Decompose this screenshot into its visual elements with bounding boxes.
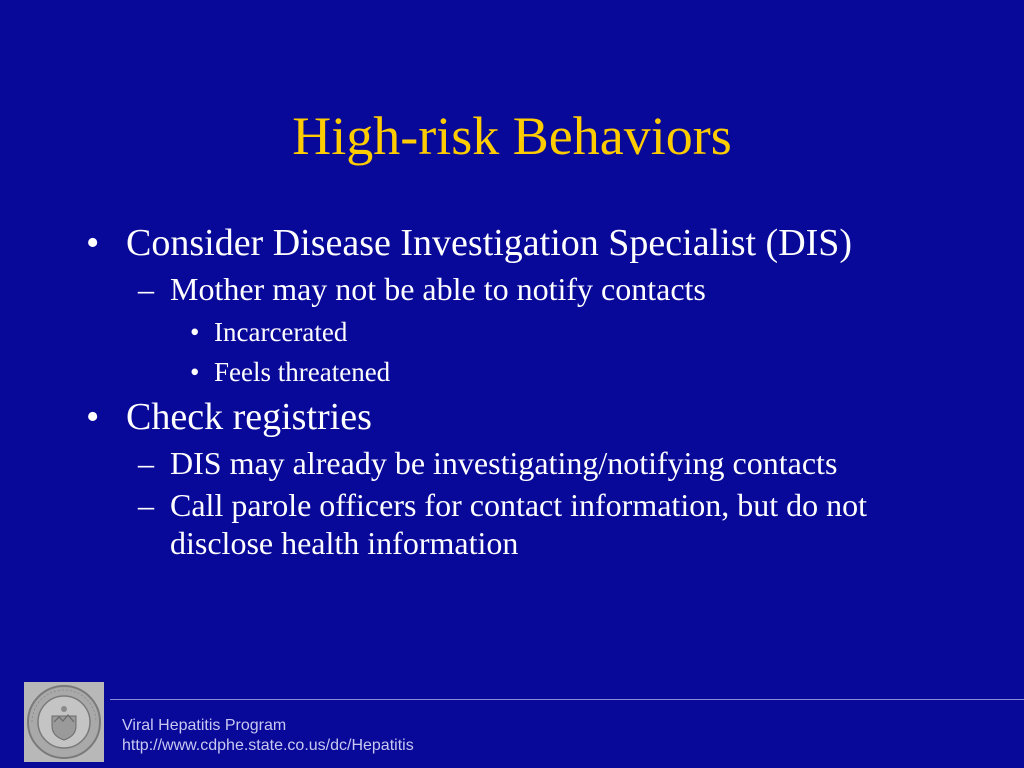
dash-marker: – xyxy=(138,271,154,307)
bullet-text: Check registries xyxy=(126,396,372,438)
sub-bullet-text: Mother may not be able to notify contacts xyxy=(170,271,706,307)
bullet-marker: • xyxy=(190,317,200,347)
bullet-consider-dis xyxy=(86,222,956,264)
sub-bullet-dis-investigating xyxy=(138,444,956,482)
bullet-check-registries xyxy=(86,396,956,438)
bullet-marker: • xyxy=(86,396,100,438)
sub-sub-bullet-text: Feels threatened xyxy=(214,357,391,387)
bullet-text: Consider Disease Investigation Specialist (DIS) xyxy=(126,222,853,264)
sub-sub-bullet-incarcerated xyxy=(190,312,956,352)
footer-program-name: Viral Hepatitis Program xyxy=(122,717,287,734)
sub-bullet-text: DIS may already be investigating/notifying contacts xyxy=(170,445,838,481)
footer-url-link[interactable]: http://www.cdphe.state.co.us/dc/Hepatitis xyxy=(122,737,414,754)
footer xyxy=(122,716,414,756)
bullet-marker: • xyxy=(190,357,200,387)
state-of-colorado-seal-icon xyxy=(24,682,104,762)
footer-divider xyxy=(110,699,1024,700)
dash-marker: – xyxy=(138,487,154,523)
sub-sub-bullet-text: Incarcerated xyxy=(214,317,348,347)
slide-title: High-risk Behaviors xyxy=(292,106,732,166)
sub-bullet-call-parole-officers xyxy=(138,486,956,562)
slide-body xyxy=(86,222,956,566)
sub-sub-bullet-feels-threatened xyxy=(190,352,956,392)
bullet-marker: • xyxy=(86,222,100,264)
sub-bullet-text: Call parole officers for contact information, but do not disclose health information xyxy=(170,487,867,561)
sub-bullet-mother-notify xyxy=(138,270,956,308)
dash-marker: – xyxy=(138,445,154,481)
